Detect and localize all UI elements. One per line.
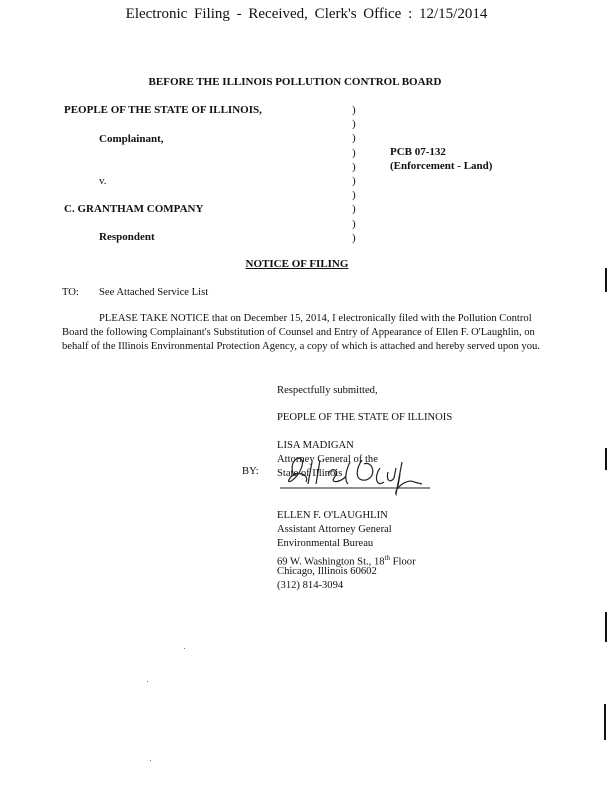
- party-name: PEOPLE OF THE STATE OF ILLINOIS: [277, 412, 453, 423]
- filing-stamp-header: Electronic Filing - Received, Clerk's Office : 12/15/2014: [125, 6, 488, 22]
- notice-body-text: PLEASE TAKE NOTICE that on December 15, 2014, I electronically filed with the Pollution Control Board the following Complainant's Substitution of Counsel and Entry of Appearance of Ellen F. O'Laughlin, on behalf of the Illinois Environmental Protection Agency, a copy of which is attached and hereby served upon you.: [62, 313, 540, 352]
- ag-name: LISA MADIGAN: [277, 440, 354, 451]
- respondent-label: Respondent: [99, 231, 155, 243]
- scan-artifact-mark: [605, 268, 607, 292]
- scan-speck: [184, 648, 185, 649]
- scan-artifact-mark: [605, 448, 607, 470]
- versus-label: v.: [99, 175, 107, 187]
- to-label: TO:: [62, 287, 79, 298]
- address-city: Chicago, Illinois 60602: [277, 566, 377, 577]
- caption-paren-column: ) ) ) ) ) ) ) ) ) ): [352, 104, 356, 244]
- scan-artifact-mark: [604, 704, 606, 740]
- to-value: See Attached Service List: [99, 287, 209, 298]
- bureau-name: Environmental Bureau: [277, 538, 374, 549]
- case-number: PCB 07-132: [390, 146, 446, 158]
- scan-artifact-mark: [605, 612, 607, 642]
- notice-body: [62, 312, 544, 354]
- plaintiff-name: PEOPLE OF THE STATE OF ILLINOIS,: [64, 104, 262, 116]
- scan-speck: [147, 681, 148, 682]
- ag-title-line-2: State of Illinois: [277, 468, 343, 479]
- address-street: 69 W. Washington St., 18th Floor: [277, 554, 416, 568]
- closing: Respectfully submitted,: [277, 385, 378, 396]
- scan-speck: [150, 760, 151, 761]
- signer-title: Assistant Attorney General: [277, 524, 392, 535]
- notice-title: NOTICE OF FILING: [245, 258, 349, 270]
- board-title: BEFORE THE ILLINOIS POLLUTION CONTROL BOARD: [148, 76, 442, 88]
- case-type: (Enforcement - Land): [390, 160, 493, 172]
- complainant-label: Complainant,: [99, 133, 164, 145]
- phone-number: (312) 814-3094: [277, 580, 344, 591]
- ag-title-line-1: Attorney General of the: [277, 454, 378, 465]
- signer-name: ELLEN F. O'LAUGHLIN: [277, 510, 388, 521]
- handwritten-signature: [276, 448, 436, 496]
- defendant-name: C. GRANTHAM COMPANY: [64, 203, 204, 215]
- by-label: BY:: [242, 466, 259, 477]
